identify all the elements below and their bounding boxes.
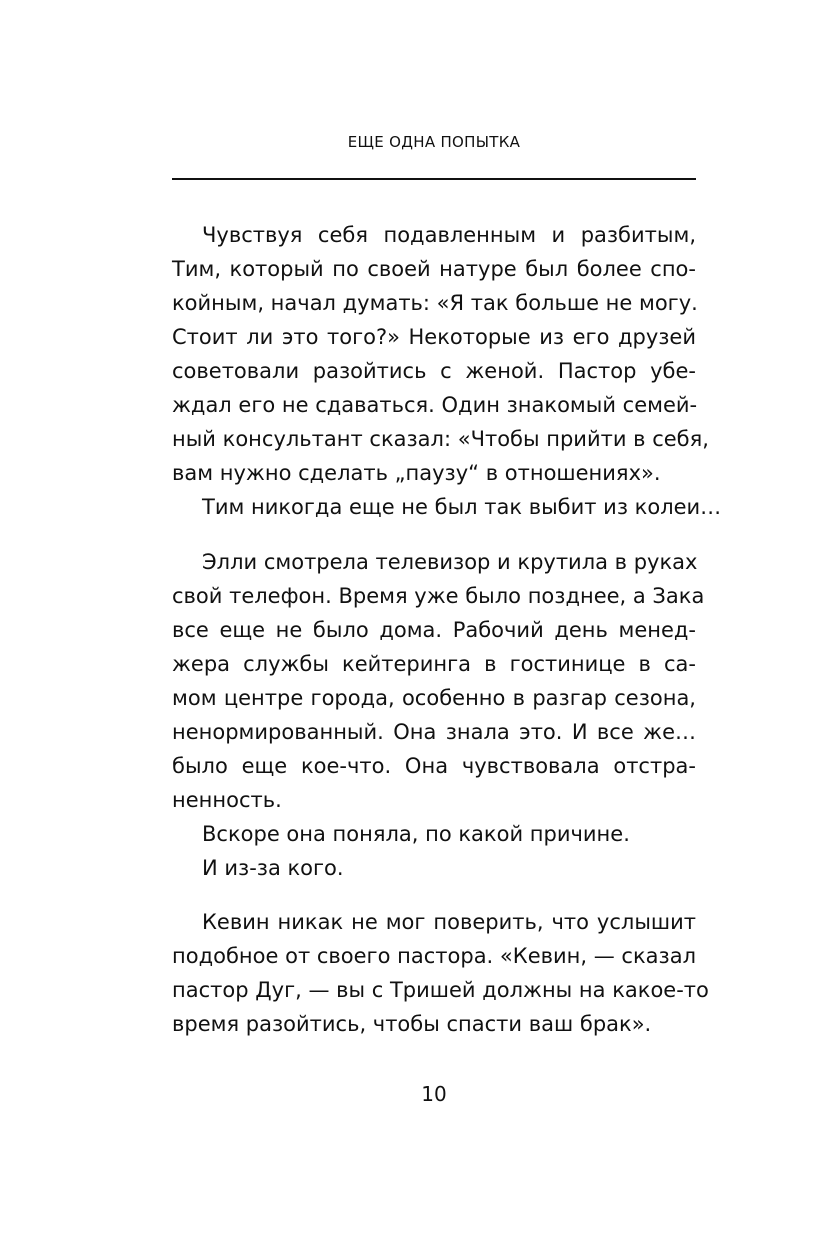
text-line: Чувствуя себя подавленным и разбитым, — [202, 223, 696, 247]
text-line: время разойтись, чтобы спасти ваш брак». — [172, 1012, 652, 1036]
text-line: Стоит ли это того?» Некоторые из его друзей — [172, 325, 696, 349]
text-line: вам нужно сделать „паузу“ в отношениях». — [172, 461, 661, 485]
text-line: все еще не было дома. Рабочий день менед- — [172, 618, 696, 642]
page-number: 10 — [421, 1082, 447, 1106]
text-line: свой телефон. Время уже было позднее, а Зака — [172, 584, 705, 608]
text-line: Тим никогда еще не был так выбит из колеи… — [202, 495, 722, 519]
text-line: ный консультант сказал: «Чтобы прийти в себя, — [172, 427, 709, 451]
section-tim — [172, 218, 722, 524]
text-line: Тим, который по своей натуре был более спо- — [172, 257, 696, 281]
text-line: Элли смотрела телевизор и крутила в руках — [202, 550, 698, 574]
text-line: ненормированный. Она знала это. И все же… — [172, 720, 696, 744]
text-line: И из-за кого. — [202, 856, 344, 880]
text-line: советовали разойтись с женой. Пастор убе- — [172, 359, 696, 383]
text-line: койным, начал думать: «Я так больше не могу. — [172, 291, 698, 315]
text-line: жера службы кейтеринга в гостинице в са- — [172, 652, 696, 676]
text-line: было еще кое-что. Она чувствовала отстра- — [172, 754, 696, 778]
text-line: Вскоре она поняла, по какой причине. — [202, 822, 630, 846]
text-line: ждал его не сдаваться. Один знакомый семей- — [172, 393, 698, 417]
text-line: пастор Дуг, — вы с Тришей должны на какое-то — [172, 978, 709, 1002]
section-kevin — [172, 905, 709, 1041]
text-line: мом центре города, особенно в разгар сезона, — [172, 686, 696, 710]
text-line: подобное от своего пастора. «Кевин, — сказал — [172, 944, 696, 968]
running-head: ЕЩЕ ОДНА ПОПЫТКА — [347, 133, 521, 151]
text-line: Кевин никак не мог поверить, что услышит — [202, 910, 696, 934]
text-line: ненность. — [172, 788, 282, 812]
section-elli — [172, 545, 705, 885]
header-rule — [172, 178, 696, 180]
